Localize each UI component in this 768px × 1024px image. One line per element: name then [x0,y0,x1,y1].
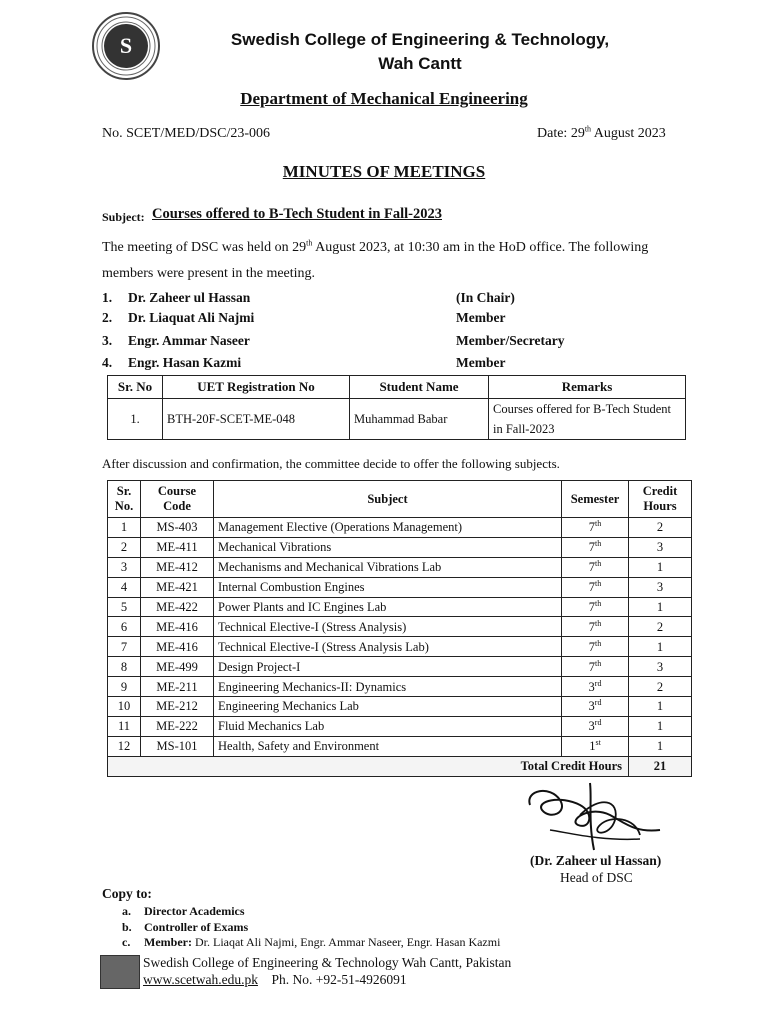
signatory-title: Head of DSC [560,870,633,885]
col-header-semester: Semester [562,481,629,518]
cell-subject: Design Project-I [214,657,562,677]
col-header: Student Name [350,376,489,399]
page-title: MINUTES OF MEETINGS [282,162,486,181]
phone-number: Ph. No. +92-51-4926091 [271,972,407,987]
cell-credit: 3 [629,537,692,557]
cell-sr: 2 [108,537,141,557]
cell-sr: 8 [108,657,141,677]
signatory-name: (Dr. Zaheer ul Hassan) [530,853,662,868]
cell-semester: 3rd [562,716,629,736]
cell-subject: Technical Elective-I (Stress Analysis Lab) [214,637,562,657]
cell-credit: 2 [629,677,692,697]
cell-code: ME-411 [141,537,214,557]
cell-credit: 1 [629,697,692,717]
table-row [108,677,692,697]
institution-name-line1: Swedish College of Engineering & Technology, [230,30,610,49]
document-date: Date: 29th August 2023 [537,124,666,141]
cell-credit: 2 [629,617,692,637]
cell-semester: 3rd [562,677,629,697]
cell-semester: 7th [562,537,629,557]
cell-credit: 2 [629,518,692,538]
copy-to-list: a. Director Academics b. Controller of Exams c. Member: Dr. Liaqat Ali Najmi, Engr. Ammar Naseer, Engr. Hasan Kazmi [122,904,501,949]
cell-reg: BTH-20F-SCET-ME-048 [163,399,350,440]
col-header-sr: Sr. No. [108,481,141,518]
cell-subject: Technical Elective-I (Stress Analysis) [214,617,562,637]
cell-credit: 3 [629,577,692,597]
members-list: 1. Dr. Zaheer ul Hassan (In Chair) 2. Dr. Liaquat Ali Najmi Member 3. Engr. Ammar Naseer Member/Secretary 4. Engr. Hasan Kazmi Member [102,290,565,370]
department-title: Department of Mechanical Engineering [240,89,528,108]
cell-subject: Mechanical Vibrations [214,537,562,557]
table-row [108,597,692,617]
table-header-row [108,376,686,399]
cell-subject: Engineering Mechanics Lab [214,697,562,717]
footer-address: Swedish College of Engineering & Technology Wah Cantt, Pakistan [143,955,512,970]
total-value: 21 [629,756,692,776]
college-logo [92,12,160,80]
total-label: Total Credit Hours [108,756,629,776]
cell-credit: 1 [629,716,692,736]
cell-subject: Fluid Mechanics Lab [214,716,562,736]
copy-to-label: Copy to: [102,886,152,901]
cell-sr: 7 [108,637,141,657]
cell-sr: 10 [108,697,141,717]
cell-sr: 3 [108,557,141,577]
cell-code: ME-416 [141,637,214,657]
cell-subject: Power Plants and IC Engines Lab [214,597,562,617]
cell-sr: 12 [108,736,141,756]
cell-sr: 5 [108,597,141,617]
cell-name: Muhammad Babar [350,399,489,440]
cell-subject: Internal Combustion Engines [214,577,562,597]
cell-remarks: Courses offered for B-Tech Student in Fall-2023 [489,399,686,440]
signature-icon [520,775,670,857]
footer-contact [143,972,407,988]
cell-code: ME-499 [141,657,214,677]
cell-semester: 7th [562,657,629,677]
student-table [107,375,686,440]
cell-sr: 9 [108,677,141,697]
cell-semester: 7th [562,557,629,577]
table-row [108,617,692,637]
col-header-credit: Credit Hours [629,481,692,518]
col-header: Remarks [489,376,686,399]
institution-name-line2: Wah Cantt [378,54,462,73]
cell-sr: 1. [108,399,163,440]
cell-credit: 1 [629,637,692,657]
cell-code: MS-101 [141,736,214,756]
cell-code: ME-212 [141,697,214,717]
cell-code: ME-412 [141,557,214,577]
cell-subject: Mechanisms and Mechanical Vibrations Lab [214,557,562,577]
reference-number: No. SCET/MED/DSC/23-006 [102,126,271,141]
cell-semester: 3rd [562,697,629,717]
cell-code: ME-421 [141,577,214,597]
logo-mark: S [104,24,148,68]
cell-subject: Health, Safety and Environment [214,736,562,756]
table-row [108,557,692,577]
website-link[interactable]: www.scetwah.edu.pk [143,972,258,987]
cell-semester: 7th [562,518,629,538]
cell-semester: 7th [562,637,629,657]
col-header-subject: Subject [214,481,562,518]
table-row [108,657,692,677]
col-header: Sr. No [108,376,163,399]
cell-sr: 4 [108,577,141,597]
cell-code: ME-222 [141,716,214,736]
intro-line1: The meeting of DSC was held on 29th August 2023, at 10:30 am in the HoD office. The following [102,238,649,255]
table-row [108,637,692,657]
cell-credit: 1 [629,736,692,756]
cell-code: ME-422 [141,597,214,617]
table-row [108,399,686,440]
cell-subject: Engineering Mechanics-II: Dynamics [214,677,562,697]
table-row [108,697,692,717]
cell-credit: 1 [629,597,692,617]
table-header-row [108,481,692,518]
cell-code: ME-211 [141,677,214,697]
table-row [108,716,692,736]
col-header-code: Course Code [141,481,214,518]
table-row [108,537,692,557]
table-row [108,577,692,597]
cell-code: ME-416 [141,617,214,637]
cell-semester: 7th [562,597,629,617]
cell-sr: 6 [108,617,141,637]
table-row [108,736,692,756]
total-row [108,756,692,776]
course-table [107,480,692,777]
cell-credit: 3 [629,657,692,677]
subject-label: Subject: [102,210,145,224]
cell-sr: 1 [108,518,141,538]
col-header: UET Registration No [163,376,350,399]
cell-credit: 1 [629,557,692,577]
cell-semester: 7th [562,617,629,637]
footer-logo-block [100,955,140,989]
table-row [108,518,692,538]
cell-code: MS-403 [141,518,214,538]
cell-subject: Management Elective (Operations Management) [214,518,562,538]
cell-sr: 11 [108,716,141,736]
discussion-text: After discussion and confirmation, the committee decide to offer the following subjects. [102,456,560,471]
cell-semester: 1st [562,736,629,756]
cell-semester: 7th [562,577,629,597]
intro-line2: members were present in the meeting. [102,266,316,281]
subject-value: Courses offered to B-Tech Student in Fall-2023 [152,206,442,222]
